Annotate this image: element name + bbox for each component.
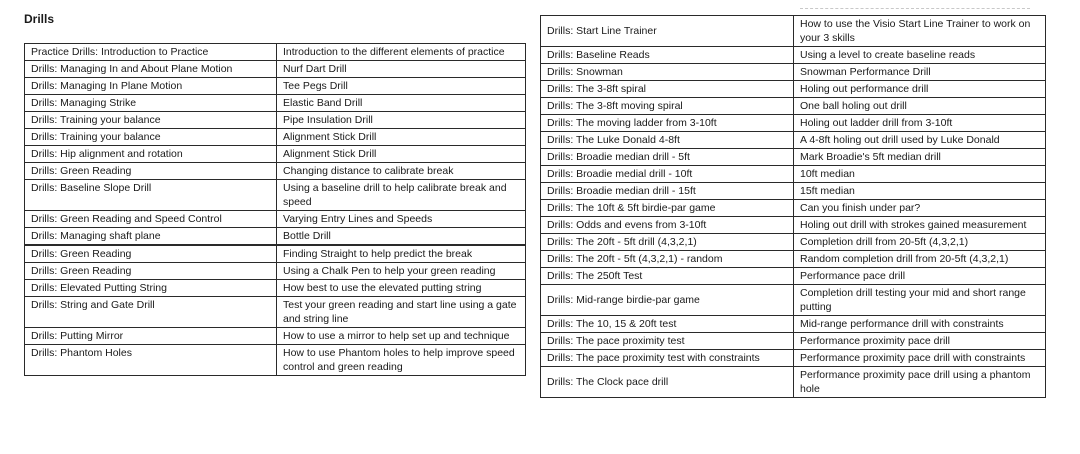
drill-description-cell: Introduction to the different elements of practice — [277, 44, 526, 61]
drill-name-cell: Drills: Baseline Slope Drill — [25, 180, 277, 211]
table-row — [25, 297, 526, 328]
table-row — [541, 350, 1046, 367]
drill-name-cell: Drills: The 250ft Test — [541, 268, 794, 285]
left-drills-table — [24, 43, 526, 376]
drill-description-cell: Nurf Dart Drill — [277, 61, 526, 78]
table-row — [541, 81, 1046, 98]
table-row — [541, 268, 1046, 285]
drill-name-cell: Drills: The 20ft - 5ft drill (4,3,2,1) — [541, 234, 794, 251]
drill-name-cell: Drills: Managing Strike — [25, 95, 277, 112]
table-row — [25, 280, 526, 297]
drill-name-cell: Drills: Managing In Plane Motion — [25, 78, 277, 95]
table-row — [541, 200, 1046, 217]
drill-description-cell: Can you finish under par? — [794, 200, 1046, 217]
drill-name-cell: Drills: Broadie median drill - 15ft — [541, 183, 794, 200]
table-row — [25, 78, 526, 95]
drill-name-cell: Drills: The 10, 15 & 20ft test — [541, 316, 794, 333]
drill-description-cell: How to use a mirror to help set up and technique — [277, 328, 526, 345]
drill-name-cell: Drills: The 3-8ft moving spiral — [541, 98, 794, 115]
table-row — [541, 98, 1046, 115]
drill-description-cell: Elastic Band Drill — [277, 95, 526, 112]
drill-description-cell: Finding Straight to help predict the break — [277, 245, 526, 263]
drill-name-cell: Drills: The 3-8ft spiral — [541, 81, 794, 98]
table-row — [541, 333, 1046, 350]
drill-name-cell: Drills: Managing shaft plane — [25, 228, 277, 246]
drill-name-cell: Drills: Mid-range birdie-par game — [541, 285, 794, 316]
table-row — [541, 47, 1046, 64]
drill-name-cell: Drills: Green Reading — [25, 263, 277, 280]
drill-name-cell: Drills: The moving ladder from 3-10ft — [541, 115, 794, 132]
table-row — [25, 112, 526, 129]
table-row — [541, 149, 1046, 166]
drill-name-cell: Drills: Managing In and About Plane Motion — [25, 61, 277, 78]
drill-name-cell: Drills: Hip alignment and rotation — [25, 146, 277, 163]
drill-description-cell: How to use the Visio Start Line Trainer to work on your 3 skills — [794, 16, 1046, 47]
table-row — [541, 183, 1046, 200]
drill-name-cell: Drills: Green Reading — [25, 245, 277, 263]
table-row — [25, 44, 526, 61]
drill-name-cell: Drills: Elevated Putting String — [25, 280, 277, 297]
drill-description-cell: Holing out drill with strokes gained measurement — [794, 217, 1046, 234]
drill-description-cell: Using a baseline drill to help calibrate break and speed — [277, 180, 526, 211]
drill-description-cell: Pipe Insulation Drill — [277, 112, 526, 129]
drill-name-cell: Drills: The pace proximity test — [541, 333, 794, 350]
drill-description-cell: Completion drill from 20-5ft (4,3,2,1) — [794, 234, 1046, 251]
drill-description-cell: 15ft median — [794, 183, 1046, 200]
table-row — [541, 132, 1046, 149]
drill-name-cell: Drills: The Clock pace drill — [541, 367, 794, 398]
table-row — [25, 180, 526, 211]
table-row — [25, 228, 526, 246]
drill-name-cell: Drills: The 10ft & 5ft birdie-par game — [541, 200, 794, 217]
table-row — [25, 146, 526, 163]
drill-description-cell: Using a level to create baseline reads — [794, 47, 1046, 64]
table-row — [25, 345, 526, 376]
drill-description-cell: Test your green reading and start line using a gate and string line — [277, 297, 526, 328]
drill-description-cell: A 4-8ft holing out drill used by Luke Donald — [794, 132, 1046, 149]
drill-description-cell: Alignment Stick Drill — [277, 129, 526, 146]
drill-name-cell: Practice Drills: Introduction to Practice — [25, 44, 277, 61]
drill-description-cell: How to use Phantom holes to help improve speed control and green reading — [277, 345, 526, 376]
drill-description-cell: How best to use the elevated putting string — [277, 280, 526, 297]
drill-name-cell: Drills: Odds and evens from 3-10ft — [541, 217, 794, 234]
table-row — [541, 285, 1046, 316]
table-row — [541, 234, 1046, 251]
drill-description-cell: Using a Chalk Pen to help your green reading — [277, 263, 526, 280]
table-row — [25, 211, 526, 228]
drill-name-cell: Drills: Green Reading and Speed Control — [25, 211, 277, 228]
drill-description-cell: Completion drill testing your mid and short range putting — [794, 285, 1046, 316]
page-heading: Drills — [24, 12, 55, 26]
drill-description-cell: 10ft median — [794, 166, 1046, 183]
table-row — [25, 163, 526, 180]
table-row — [25, 328, 526, 345]
drill-name-cell: Drills: Broadie median drill - 5ft — [541, 149, 794, 166]
drill-name-cell: Drills: Baseline Reads — [541, 47, 794, 64]
table-row — [25, 61, 526, 78]
drill-description-cell: Alignment Stick Drill — [277, 146, 526, 163]
table-row — [541, 16, 1046, 47]
drill-name-cell: Drills: The pace proximity test with constraints — [541, 350, 794, 367]
drill-description-cell: Tee Pegs Drill — [277, 78, 526, 95]
drill-description-cell: One ball holing out drill — [794, 98, 1046, 115]
drill-name-cell: Drills: Green Reading — [25, 163, 277, 180]
drill-name-cell: Drills: Training your balance — [25, 129, 277, 146]
drill-description-cell: Performance proximity pace drill — [794, 333, 1046, 350]
drill-name-cell: Drills: Start Line Trainer — [541, 16, 794, 47]
drill-description-cell: Performance proximity pace drill using a phantom hole — [794, 367, 1046, 398]
table-row — [541, 251, 1046, 268]
drill-name-cell: Drills: Broadie medial drill - 10ft — [541, 166, 794, 183]
table-row — [541, 115, 1046, 132]
table-row — [25, 95, 526, 112]
drill-name-cell: Drills: String and Gate Drill — [25, 297, 277, 328]
drill-description-cell: Snowman Performance Drill — [794, 64, 1046, 81]
drill-description-cell: Bottle Drill — [277, 228, 526, 246]
drill-description-cell: Mark Broadie's 5ft median drill — [794, 149, 1046, 166]
right-drills-table — [540, 15, 1046, 398]
drill-description-cell: Holing out ladder drill from 3-10ft — [794, 115, 1046, 132]
drill-description-cell: Performance proximity pace drill with constraints — [794, 350, 1046, 367]
drill-name-cell: Drills: Phantom Holes — [25, 345, 277, 376]
drill-description-cell: Changing distance to calibrate break — [277, 163, 526, 180]
table-row — [541, 217, 1046, 234]
drill-description-cell: Performance pace drill — [794, 268, 1046, 285]
drill-description-cell: Holing out performance drill — [794, 81, 1046, 98]
drill-name-cell: Drills: Putting Mirror — [25, 328, 277, 345]
table-row — [541, 64, 1046, 81]
drill-name-cell: Drills: Snowman — [541, 64, 794, 81]
table-row — [541, 316, 1046, 333]
table-row — [541, 166, 1046, 183]
drill-name-cell: Drills: The 20ft - 5ft (4,3,2,1) - random — [541, 251, 794, 268]
drill-name-cell: Drills: Training your balance — [25, 112, 277, 129]
table-row — [25, 245, 526, 263]
drill-description-cell: Random completion drill from 20-5ft (4,3,2,1) — [794, 251, 1046, 268]
table-row — [541, 367, 1046, 398]
table-row — [25, 129, 526, 146]
table-row — [25, 263, 526, 280]
drill-name-cell: Drills: The Luke Donald 4-8ft — [541, 132, 794, 149]
faint-page-mark — [800, 8, 1030, 11]
drill-description-cell: Varying Entry Lines and Speeds — [277, 211, 526, 228]
drill-description-cell: Mid-range performance drill with constraints — [794, 316, 1046, 333]
